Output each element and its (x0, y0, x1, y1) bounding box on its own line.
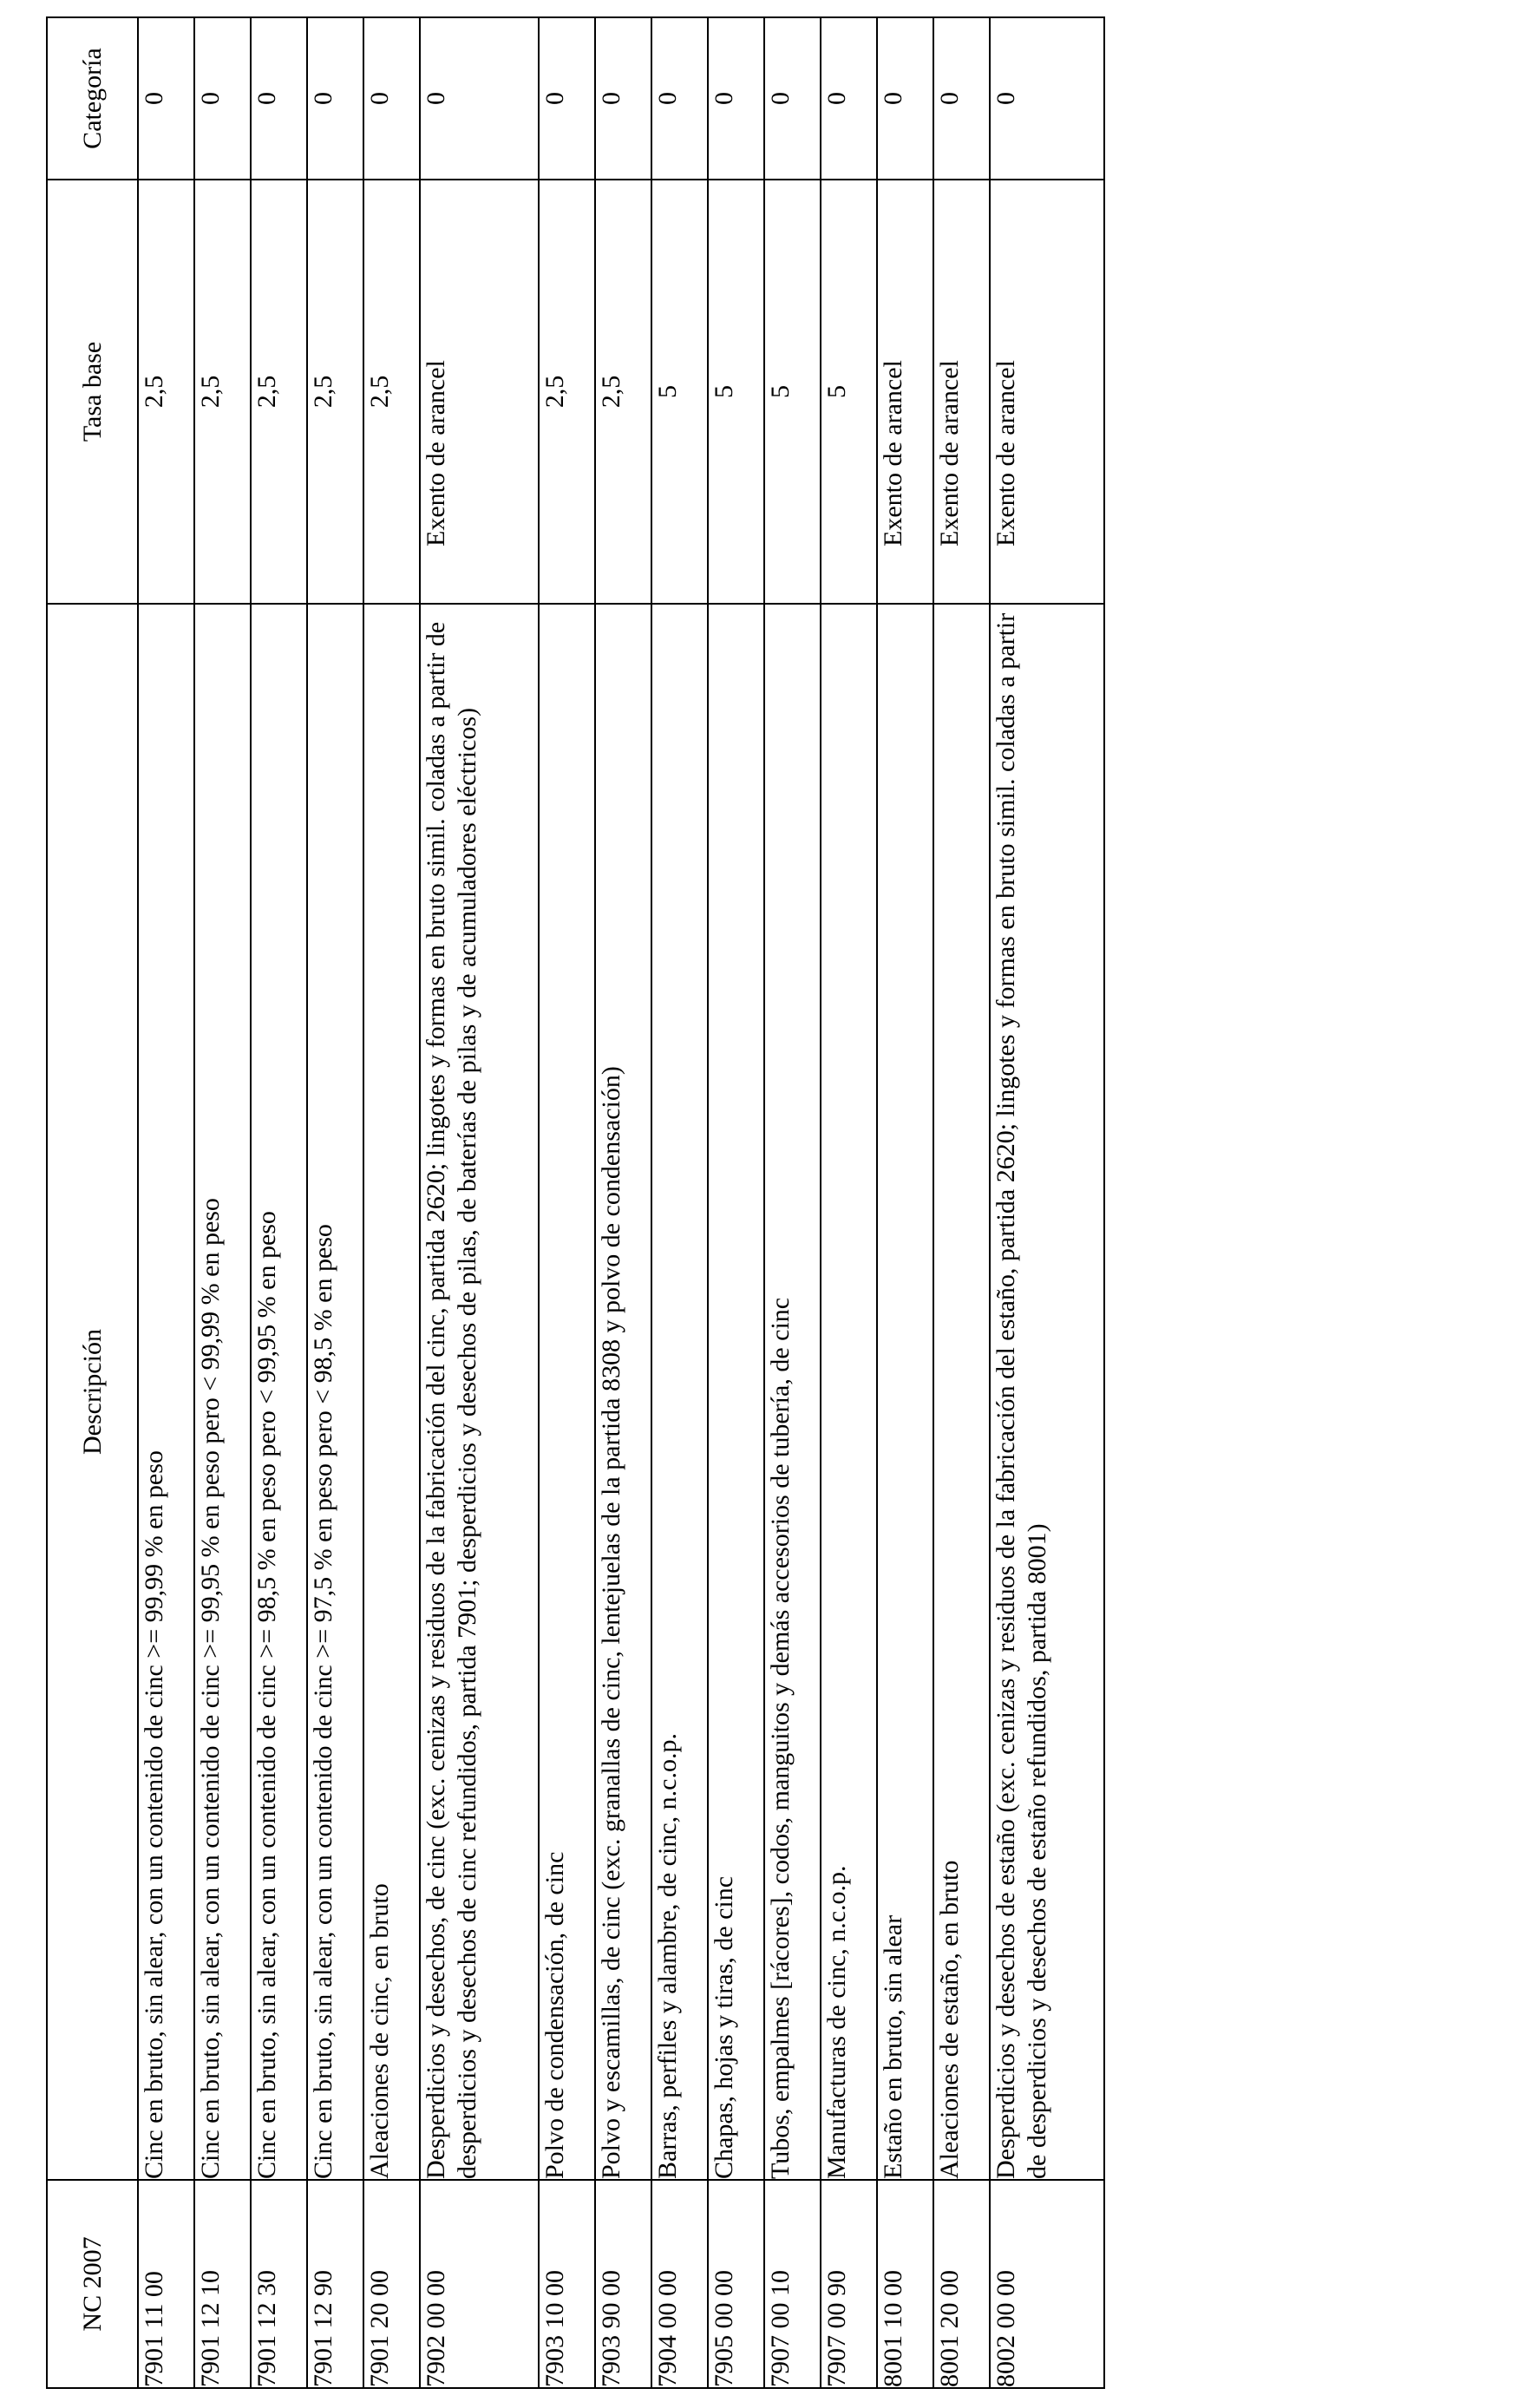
cell-description: Aleaciones de cinc, en bruto (363, 604, 420, 2180)
cell-code: 7904 00 00 (651, 2180, 708, 2388)
table-row (307, 17, 363, 2388)
table-row (764, 17, 821, 2388)
cell-base-rate: 2,5 (307, 180, 363, 604)
cell-base-rate: 5 (651, 180, 708, 604)
cell-code: 7903 10 00 (539, 2180, 595, 2388)
cell-category: 0 (307, 17, 363, 180)
cell-base-rate: Exento de arancel (877, 180, 933, 604)
cell-description: Aleaciones de estaño, en bruto (933, 604, 990, 2180)
cell-description: Polvo de condensación, de cinc (539, 604, 595, 2180)
cell-category: 0 (595, 17, 651, 180)
cell-description: Manufacturas de cinc, n.c.o.p. (821, 604, 877, 2180)
cell-base-rate: 5 (764, 180, 821, 604)
cell-description: Cinc en bruto, sin alear, con un contenido de cinc >= 98,5 % en peso pero < 99,95 % en peso (251, 604, 307, 2180)
table-row (138, 17, 194, 2388)
table-row (651, 17, 708, 2388)
cell-base-rate: 5 (708, 180, 764, 604)
table-row (595, 17, 651, 2388)
cell-base-rate: 2,5 (138, 180, 194, 604)
tariff-table (46, 16, 1105, 2389)
cell-category: 0 (651, 17, 708, 180)
cell-description: Cinc en bruto, sin alear, con un contenido de cinc >= 97,5 % en peso pero < 98,5 % en peso (307, 604, 363, 2180)
header-category: Categoría (47, 17, 138, 180)
cell-base-rate: 2,5 (363, 180, 420, 604)
cell-category: 0 (764, 17, 821, 180)
cell-category: 0 (420, 17, 539, 180)
cell-category: 0 (877, 17, 933, 180)
cell-description: Cinc en bruto, sin alear, con un contenido de cinc >= 99,95 % en peso pero < 99,99 % en peso (194, 604, 251, 2180)
table-row (251, 17, 307, 2388)
table-row (708, 17, 764, 2388)
cell-code: 7901 11 00 (138, 2180, 194, 2388)
cell-category: 0 (933, 17, 990, 180)
cell-description: Barras, perfiles y alambre, de cinc, n.c.o.p. (651, 604, 708, 2180)
cell-description: Tubos, empalmes [rácores], codos, manguitos y demás accesorios de tubería, de cinc (764, 604, 821, 2180)
cell-base-rate: 5 (821, 180, 877, 604)
header-description: Descripción (47, 604, 138, 2180)
cell-description: Desperdicios y desechos, de cinc (exc. cenizas y residuos de la fabricación del cinc, partida 2620; lingotes y formas en bruto simil. coladas a partir de desperdicios y desechos de cinc refundidos, partida 7901; desperdicios y desechos de pilas, de baterías de pilas y de acumuladores eléctricos) (420, 604, 539, 2180)
header-nc-2007: NC 2007 (47, 2180, 138, 2388)
header-base-rate: Tasa base (47, 180, 138, 604)
cell-code: 7907 00 90 (821, 2180, 877, 2388)
cell-category: 0 (990, 17, 1104, 180)
cell-code: 7907 00 10 (764, 2180, 821, 2388)
table-header-row (47, 17, 138, 2388)
cell-base-rate: 2,5 (194, 180, 251, 604)
table-row (821, 17, 877, 2388)
cell-description: Desperdicios y desechos de estaño (exc. cenizas y residuos de la fabricación del estaño, partida 2620; lingotes y formas en bruto simil. coladas a partir de desperdicios y desechos de estaño refundidos, partida 8001) (990, 604, 1104, 2180)
table-row (877, 17, 933, 2388)
cell-description: Cinc en bruto, sin alear, con un contenido de cinc >= 99,99 % en peso (138, 604, 194, 2180)
cell-category: 0 (708, 17, 764, 180)
cell-code: 7901 12 90 (307, 2180, 363, 2388)
cell-category: 0 (251, 17, 307, 180)
cell-code: 7905 00 00 (708, 2180, 764, 2388)
cell-base-rate: 2,5 (539, 180, 595, 604)
cell-description: Estaño en bruto, sin alear (877, 604, 933, 2180)
cell-category: 0 (821, 17, 877, 180)
table-row (420, 17, 539, 2388)
table-row (933, 17, 990, 2388)
cell-base-rate: Exento de arancel (990, 180, 1104, 604)
cell-code: 7902 00 00 (420, 2180, 539, 2388)
table-row (363, 17, 420, 2388)
cell-code: 7901 20 00 (363, 2180, 420, 2388)
cell-base-rate: 2,5 (595, 180, 651, 604)
cell-code: 8001 10 00 (877, 2180, 933, 2388)
cell-category: 0 (138, 17, 194, 180)
rotated-page-content (46, 18, 1090, 2389)
cell-description: Polvo y escamillas, de cinc (exc. granallas de cinc, lentejuelas de la partida 8308 y polvo de condensación) (595, 604, 651, 2180)
cell-category: 0 (363, 17, 420, 180)
cell-category: 0 (539, 17, 595, 180)
cell-code: 7901 12 30 (251, 2180, 307, 2388)
cell-base-rate: 2,5 (251, 180, 307, 604)
cell-base-rate: Exento de arancel (420, 180, 539, 604)
cell-description: Chapas, hojas y tiras, de cinc (708, 604, 764, 2180)
cell-code: 8002 00 00 (990, 2180, 1104, 2388)
cell-code: 7901 12 10 (194, 2180, 251, 2388)
cell-base-rate: Exento de arancel (933, 180, 990, 604)
table-row (539, 17, 595, 2388)
cell-category: 0 (194, 17, 251, 180)
cell-code: 7903 90 00 (595, 2180, 651, 2388)
cell-code: 8001 20 00 (933, 2180, 990, 2388)
table-row (194, 17, 251, 2388)
table-row (990, 17, 1104, 2388)
